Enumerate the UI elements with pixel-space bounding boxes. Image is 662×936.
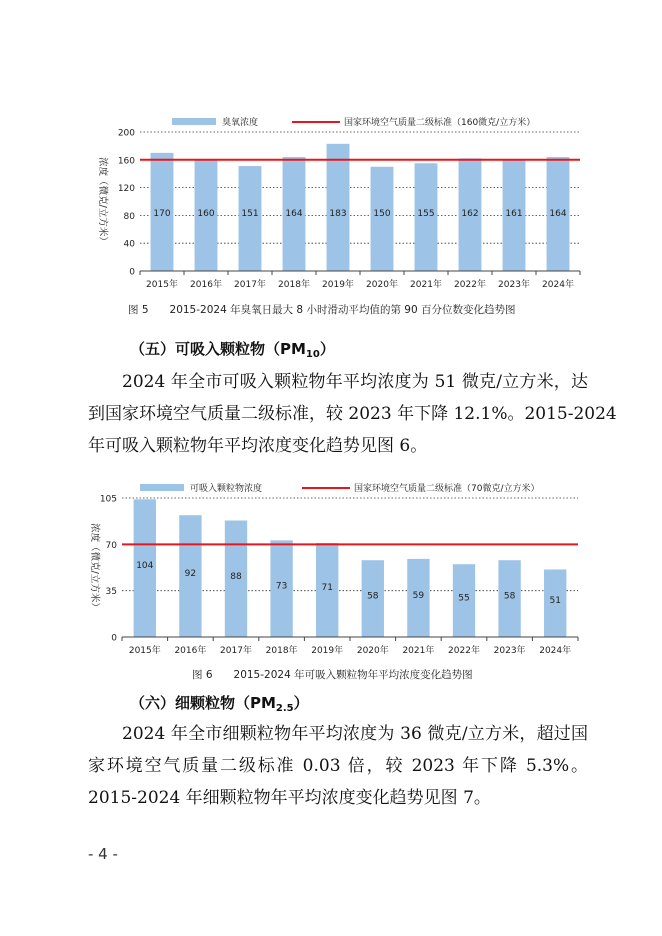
bar-value-label: 170 bbox=[153, 209, 171, 219]
x-tick-label: 2016年 bbox=[174, 646, 207, 656]
section5-paragraph bbox=[88, 366, 617, 462]
section6-heading bbox=[130, 692, 309, 713]
section5-line-3: 年可吸入颗粒物年平均浓度变化趋势见图 6。 bbox=[88, 436, 428, 456]
legend-bar-label: 臭氧浓度 bbox=[222, 118, 259, 128]
section6-line-3: 2015-2024 年细颗粒物年平均浓度变化趋势见图 7。 bbox=[88, 788, 491, 808]
x-tick-label: 2023年 bbox=[498, 280, 530, 290]
x-tick-label: 2017年 bbox=[220, 646, 252, 656]
y-tick-label: 0 bbox=[129, 267, 135, 278]
legend-line-label: 国家环境空气质量二级标准（160微克/立方米） bbox=[344, 118, 536, 128]
section6-heading-text: （六）细颗粒物（PM bbox=[130, 694, 276, 712]
section6-paragraph bbox=[88, 718, 588, 814]
bar bbox=[327, 144, 350, 271]
section5-heading bbox=[130, 338, 335, 359]
bar-value-label: 58 bbox=[503, 591, 516, 602]
y-tick-label: 105 bbox=[99, 494, 117, 505]
pm10-chart bbox=[0, 478, 662, 666]
bar-value-label: 161 bbox=[505, 209, 523, 219]
bar-value-label: 104 bbox=[136, 561, 154, 572]
bar-value-label: 55 bbox=[458, 593, 470, 604]
section5-heading-text: （五）可吸入颗粒物（PM bbox=[130, 340, 306, 358]
x-tick-label: 2016年 bbox=[190, 280, 222, 290]
page-number: - 4 - bbox=[88, 845, 118, 863]
bar-value-label: 58 bbox=[367, 591, 379, 602]
y-axis-title: 浓度（微克/立方米） bbox=[89, 523, 100, 612]
x-tick-label: 2022年 bbox=[454, 280, 486, 290]
bar-value-label: 155 bbox=[417, 209, 435, 219]
bar-value-label: 183 bbox=[329, 209, 347, 219]
x-tick-label: 2020年 bbox=[366, 280, 398, 290]
x-tick-label: 2020年 bbox=[356, 646, 389, 656]
bar-value-label: 73 bbox=[275, 581, 288, 592]
x-tick-label: 2023年 bbox=[493, 646, 526, 656]
section6-heading-close: ） bbox=[293, 694, 309, 712]
section6-heading-sub: 2.5 bbox=[275, 703, 294, 714]
x-tick-label: 2018年 bbox=[265, 646, 298, 656]
x-tick-label: 2021年 bbox=[402, 646, 435, 656]
bar-value-label: 150 bbox=[373, 209, 391, 219]
x-tick-label: 2024年 bbox=[542, 280, 574, 290]
x-tick-label: 2022年 bbox=[448, 646, 480, 656]
section6-line-2: 家环境空气质量二级标准 0.03 倍，较 2023 年下降 5.3%。 bbox=[88, 756, 588, 776]
legend-bar-swatch bbox=[172, 118, 216, 125]
y-tick-label: 40 bbox=[123, 239, 135, 250]
x-tick-label: 2019年 bbox=[322, 280, 354, 290]
section5-line-1: 2024 年全市可吸入颗粒物年平均浓度为 51 微克/立方米，达 bbox=[122, 372, 588, 392]
x-tick-label: 2015年 bbox=[146, 280, 178, 290]
bar-value-label: 51 bbox=[549, 596, 561, 607]
x-tick-label: 2018年 bbox=[278, 280, 310, 290]
y-tick-label: 80 bbox=[123, 211, 135, 222]
legend-bar-label: 可吸入颗粒物浓度 bbox=[190, 484, 263, 494]
y-tick-label: 35 bbox=[105, 587, 117, 598]
y-tick-label: 120 bbox=[117, 184, 135, 195]
x-tick-label: 2019年 bbox=[311, 646, 344, 656]
bar-value-label: 92 bbox=[184, 569, 197, 580]
y-tick-label: 70 bbox=[105, 540, 117, 551]
x-tick-label: 2021年 bbox=[410, 280, 442, 290]
legend-bar-swatch bbox=[140, 484, 184, 491]
y-axis-title: 浓度（微克/立方米） bbox=[97, 157, 108, 246]
x-tick-label: 2015年 bbox=[128, 646, 161, 656]
x-tick-label: 2024年 bbox=[539, 646, 572, 656]
bar-value-label: 164 bbox=[285, 209, 303, 219]
bar-value-label: 59 bbox=[412, 590, 425, 601]
bar-value-label: 162 bbox=[461, 209, 479, 219]
pm10-chart-caption: 图 6 2015-2024 年可吸入颗粒物年平均浓度变化趋势图 bbox=[192, 669, 473, 681]
x-tick-label: 2017年 bbox=[234, 280, 266, 290]
bar-value-label: 71 bbox=[321, 583, 333, 594]
ozone-chart-svg bbox=[0, 108, 662, 293]
bar-value-label: 164 bbox=[549, 209, 567, 219]
ozone-chart-caption: 图 5 2015-2024 年臭氧日最大 8 小时滑动平均值的第 90 百分位数变化趋势图 bbox=[128, 304, 516, 316]
section5-heading-close: ） bbox=[319, 340, 335, 358]
bar-value-label: 88 bbox=[230, 571, 242, 582]
bar-value-label: 151 bbox=[241, 209, 259, 219]
pm10-chart-svg bbox=[0, 478, 662, 666]
section6-line-1: 2024 年全市细颗粒物年平均浓度为 36 微克/立方米，超过国 bbox=[122, 724, 588, 744]
legend-line-label: 国家环境空气质量二级标准（70微克/立方米） bbox=[354, 484, 540, 494]
y-tick-label: 0 bbox=[111, 633, 117, 644]
section5-line-2: 到国家环境空气质量二级标准，较 2023 年下降 12.1%。2015-2024 bbox=[88, 404, 617, 424]
y-tick-label: 200 bbox=[117, 128, 135, 139]
y-tick-label: 160 bbox=[117, 156, 135, 167]
section5-heading-sub: 10 bbox=[305, 349, 320, 360]
bar-value-label: 160 bbox=[197, 209, 215, 219]
ozone-chart bbox=[0, 108, 662, 293]
